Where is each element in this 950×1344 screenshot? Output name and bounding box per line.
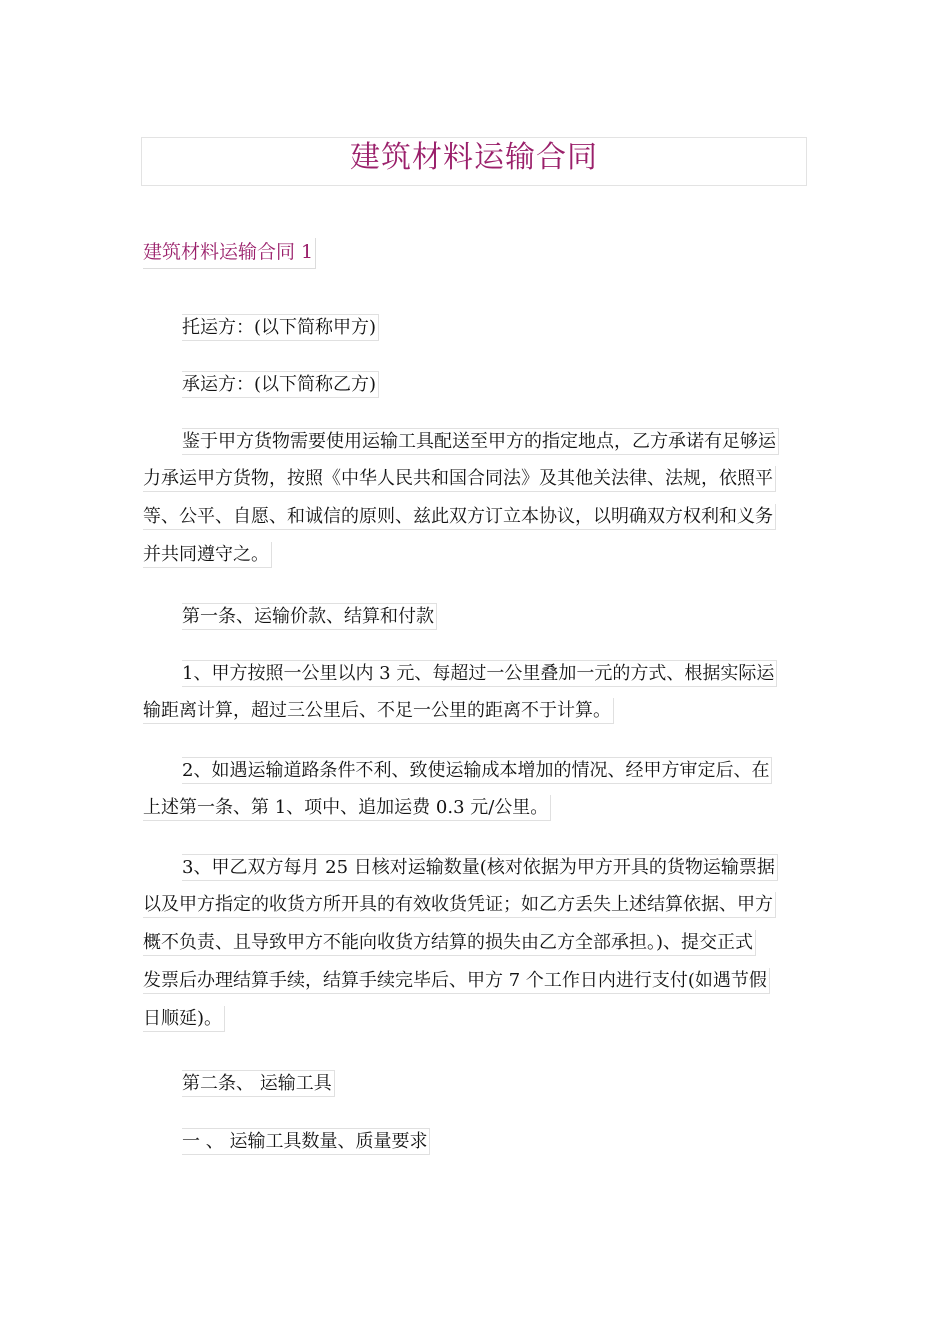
text-line: 承运方：(以下简称乙方) bbox=[143, 365, 807, 403]
paragraph-clause-3 bbox=[143, 848, 807, 1038]
text-line: 输距离计算，超过三公里后、不足一公里的距离不于计算。 bbox=[143, 692, 807, 730]
text-line: 并共同遵守之。 bbox=[143, 536, 807, 574]
paragraph-clause-1 bbox=[143, 654, 807, 730]
text-line: 3、甲乙双方每月 25 日核对运输数量(核对依据为甲方开具的货物运输票据 bbox=[143, 848, 807, 886]
paragraph-clause-2 bbox=[143, 751, 807, 827]
text-line: 托运方：(以下简称甲方) bbox=[143, 308, 807, 346]
text-line: 鉴于甲方货物需要使用运输工具配送至甲方的指定地点，乙方承诺有足够运 bbox=[143, 422, 807, 460]
text-line: 日顺延)。 bbox=[143, 1000, 807, 1038]
text-line: 概不负责、且导致甲方不能向收货方结算的损失由乙方全部承担。)、提交正式 bbox=[143, 924, 807, 962]
text-line: 等、公平、自愿、和诚信的原则、兹此双方订立本协议，以明确双方权利和义务 bbox=[143, 498, 807, 536]
text-line: 一 、 运输工具数量、质量要求 bbox=[143, 1122, 807, 1160]
paragraph-preamble bbox=[143, 422, 807, 574]
text-line: 1、甲方按照一公里以内 3 元、每超过一公里叠加一元的方式、根据实际运 bbox=[143, 654, 807, 692]
document-title: 建筑材料运输合同 bbox=[141, 137, 807, 186]
text-line: 发票后办理结算手续，结算手续完毕后、甲方 7 个工作日内进行支付(如遇节假 bbox=[143, 962, 807, 1000]
paragraph-article-2-heading bbox=[143, 1064, 807, 1102]
text-line: 以及甲方指定的收货方所开具的有效收货凭证；如乙方丢失上述结算依据、甲方 bbox=[143, 886, 807, 924]
paragraph-article-2-item-1 bbox=[143, 1122, 807, 1160]
paragraph-consignor bbox=[143, 308, 807, 346]
text-line: 力承运甲方货物，按照《中华人民共和国合同法》及其他关法律、法规，依照平 bbox=[143, 460, 807, 498]
text-line: 2、如遇运输道路条件不利、致使运输成本增加的情况、经甲方审定后、在 bbox=[143, 751, 807, 789]
text-line: 上述第一条、第 1、项中、追加运费 0.3 元/公里。 bbox=[143, 789, 807, 827]
paragraph-article-1-heading bbox=[143, 597, 807, 635]
paragraph-carrier bbox=[143, 365, 807, 403]
text-line: 第一条、运输价款、结算和付款 bbox=[143, 597, 807, 635]
text-line: 第二条、 运输工具 bbox=[143, 1064, 807, 1102]
section-title: 建筑材料运输合同 1 bbox=[143, 238, 316, 269]
